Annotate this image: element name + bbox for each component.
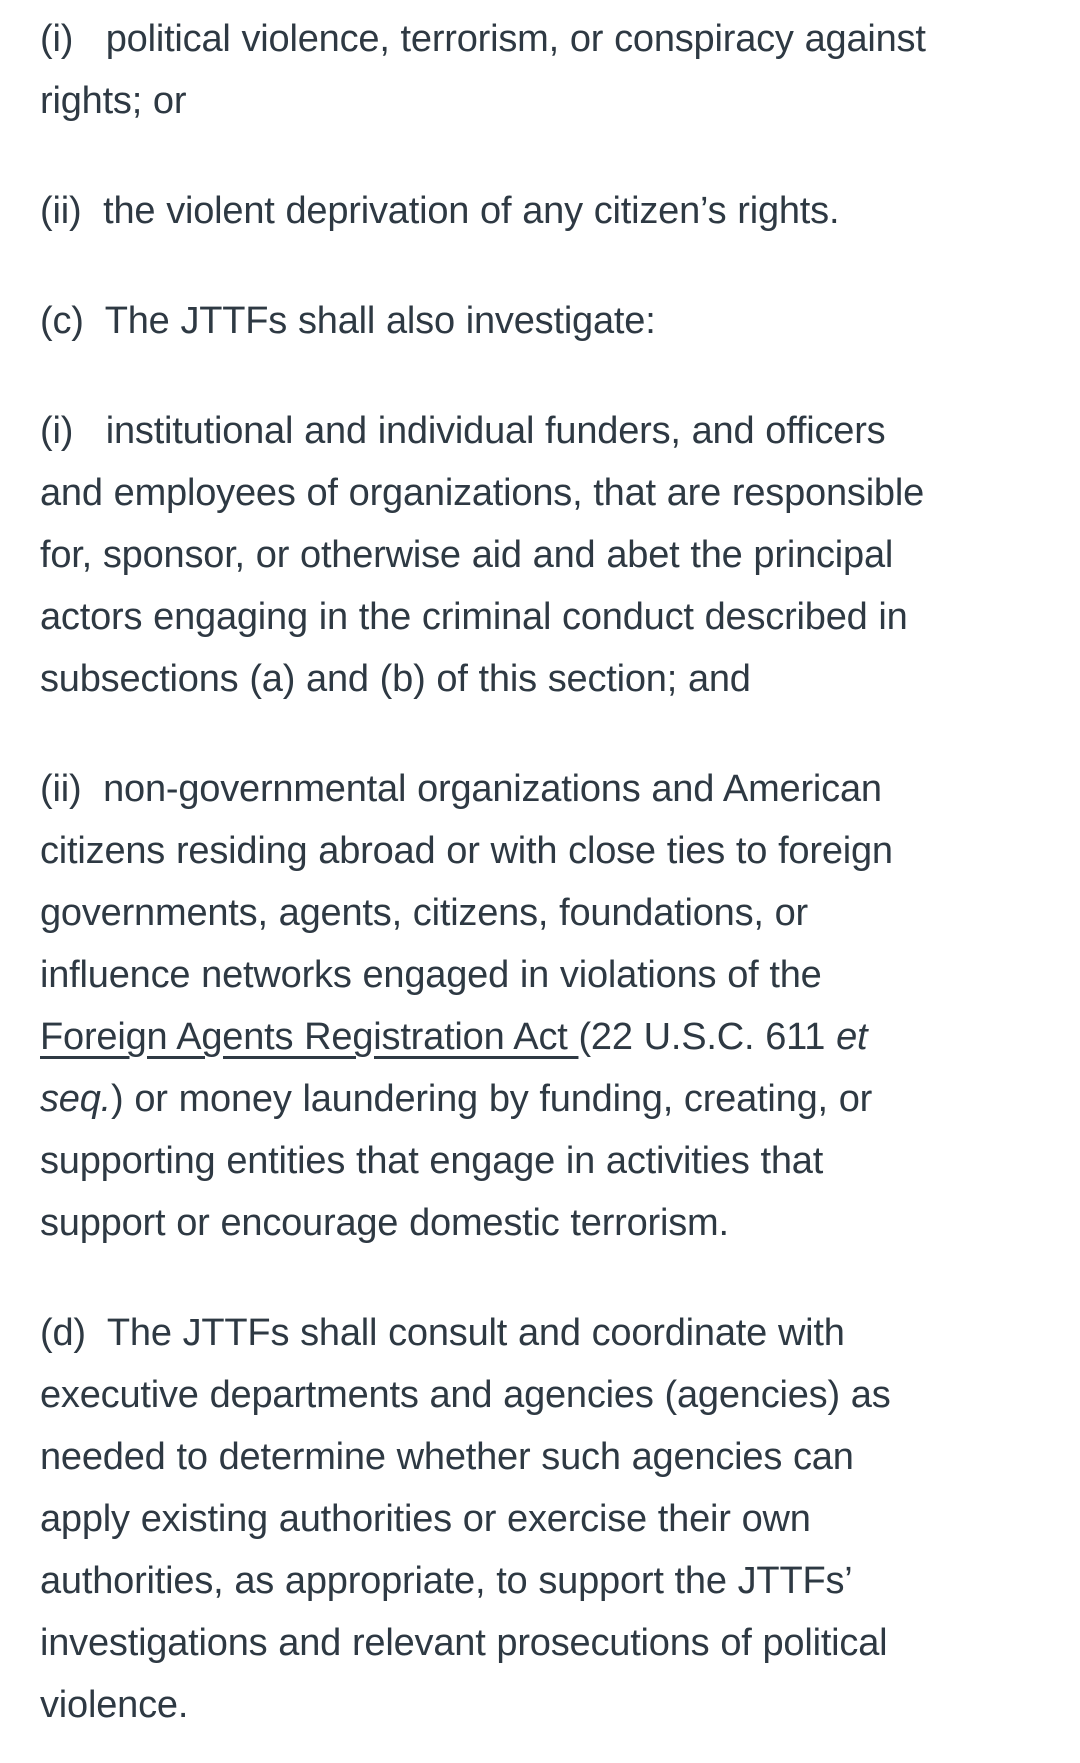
paragraph-text: (ii) non-governmental organizations and American citizens residing abroad or with close ties to foreign governments, agents, citizens, foundations, or influence networks engaged in violations of the bbox=[40, 768, 904, 996]
paragraph-c-jttfs-investigate: (c) The JTTFs shall also investigate: bbox=[40, 300, 656, 342]
et-seq-italic: et seq. bbox=[40, 1016, 879, 1120]
paragraph-i-political-violence: (i) political violence, terrorism, or conspiracy against rights; or bbox=[40, 18, 937, 122]
foreign-agents-registration-act-link[interactable]: Foreign Agents Registration Act bbox=[40, 1016, 579, 1058]
paragraph-text: (22 U.S.C. 611 bbox=[578, 1016, 837, 1058]
paragraph-i-institutional-funders: (i) institutional and individual funders, and officers and employees of organizations, that are responsible for, sponsor, or otherwise aid and abet the principal actors engaging in the criminal conduct described in subsections (a) and (b) of this section; and bbox=[40, 410, 935, 700]
paragraph-ii-violent-deprivation: (ii) the violent deprivation of any citizen’s rights. bbox=[40, 190, 840, 232]
paragraph-d-consult-coordinate: (d) The JTTFs shall consult and coordinate with executive departments and agencies (agencies) as needed to determine whether such agencies can apply existing authorities or exercise their own authorities, as appropriate, to support the JTTFs’ investigations and relevant prosecutions of political violence. bbox=[40, 1312, 902, 1726]
paragraph-text: ) or money laundering by funding, creating, or supporting entities that engage in activities that support or encourage domestic terrorism. bbox=[40, 1078, 883, 1244]
paragraph-ii-ngo-citizens bbox=[40, 758, 950, 1254]
